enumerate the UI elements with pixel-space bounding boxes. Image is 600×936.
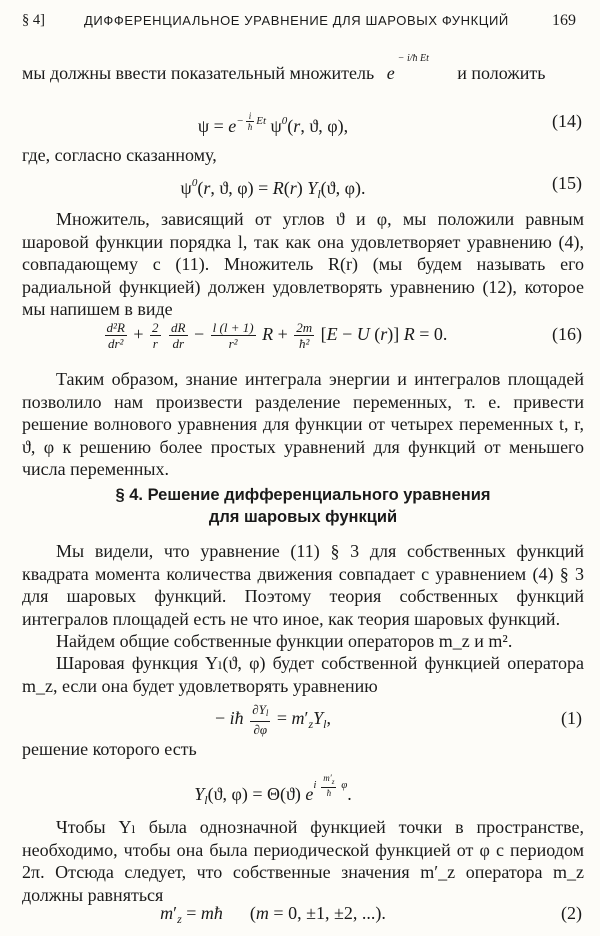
equation-16-formula: $\frac{\text{d²R}}{\text{dr²}}$ + $\frac{2}{r}$ $\frac{dR}{dr}$ − $\frac{l (l + 1)}{\text{r²}}$ R + $\frac{2m}{\text{ħ²}}$ [E − U (r)] R = 0. xyxy=(106,320,448,352)
equation-15 xyxy=(22,168,584,201)
paragraph-intro xyxy=(22,53,584,85)
paragraph-we-saw: Мы видели, что уравнение (11) § 3 для собственных функций квадрата момента количества движения совпадает с уравнением (4) § 3 для шаровых функций. Поэтому теория собственных функций интегралов площадей есть не что иное, как теория шаровых функций. xyxy=(22,541,584,629)
equation-solution-formula: $Y_l(ϑ$, φ) = Θ(ϑ) $e^{i \frac{m'_z}{ħ} \varphi}$. xyxy=(194,773,352,807)
page-number: 169 xyxy=(552,12,576,29)
equation-16 xyxy=(22,314,584,354)
equation-14-number: (14) xyxy=(552,111,582,131)
paragraph-separation: Таким образом, знание интеграла энергии и интегралов площадей позволило нам произвести разделение переменных, т. е. привести решение волнового уравнения для функции от четырех переменных t, r, ϑ, φ к решению более простых уравнений для функций от меньшего числа переменных. xyxy=(22,369,584,479)
equation-16-number: (16) xyxy=(552,324,582,344)
exponent-label: − i/ħ Et xyxy=(397,53,429,64)
running-header xyxy=(0,8,600,34)
exponential-factor: e xyxy=(386,63,395,83)
equation-15-formula: $\psi^0(r$, ϑ, φ) = R(r) $Y_l(ϑ$, φ). xyxy=(180,177,366,201)
equation-2 xyxy=(22,898,584,928)
section-heading xyxy=(22,484,584,528)
equation-15-number: (15) xyxy=(552,173,582,193)
equation-solution xyxy=(22,766,584,807)
intro-lead-text: мы должны ввести показательный множитель xyxy=(22,63,375,83)
paragraph-single-valued: Чтобы Yₗ была однозначной функцией точки в пространстве, необходимо, чтобы она была периодической функцией от φ с периодом 2π. Отсюда следует, что собственные значения m′_z оператора m_z должны равняться xyxy=(22,817,584,905)
paragraph-solution-intro: решение которого есть xyxy=(22,739,197,759)
equation-14 xyxy=(22,106,584,136)
intro-tail-text: и положить xyxy=(457,63,546,83)
equation-14-formula: $\psi = e^{- \frac{i}{ħ} Et}$ $\psi^0(r$, ϑ, φ), xyxy=(197,110,349,136)
paragraph-multiplier: Множитель, зависящий от углов ϑ и φ, мы положили равным шаровой функции порядка l, так как она удовлетворяет уравнению (4), совпадающему с (11). Множитель R(r) (мы будем называть его радиальной функцией) должен удовлетворять уравнению (12), которое мы напишем в виде xyxy=(22,209,584,319)
equation-1 xyxy=(22,700,584,736)
header-running-title: ДИФФЕРЕНЦИАЛЬНОЕ УРАВНЕНИЕ ДЛЯ ШАРОВЫХ ФУНКЦИЙ xyxy=(84,13,509,28)
equation-2-number: (2) xyxy=(561,903,582,923)
paragraph-find-eigenfunctions: Найдем общие собственные функции операторов m_z и m². xyxy=(56,631,513,651)
section-heading-line2: для шаровых функций xyxy=(208,508,398,526)
header-section-mark: § 4] xyxy=(22,12,45,28)
equation-2-formula: $m'_z$ = mħ (m = 0, ±1, ±2, ...). xyxy=(160,903,386,926)
section-heading-line1: § 4. Решение дифференциального уравнения xyxy=(115,486,491,504)
equation-1-formula: − iħ $\frac{\partial Yl}{\partial\varphi}$ = $m'_zY_l$, xyxy=(215,702,331,738)
paragraph-according: где, согласно сказанному, xyxy=(22,145,217,165)
paragraph-spherical-function: Шаровая функция Yₗ(ϑ, φ) будет собственной функцией оператора m_z, если она будет удовлетворять уравнению xyxy=(22,653,584,696)
equation-1-number: (1) xyxy=(561,708,582,728)
